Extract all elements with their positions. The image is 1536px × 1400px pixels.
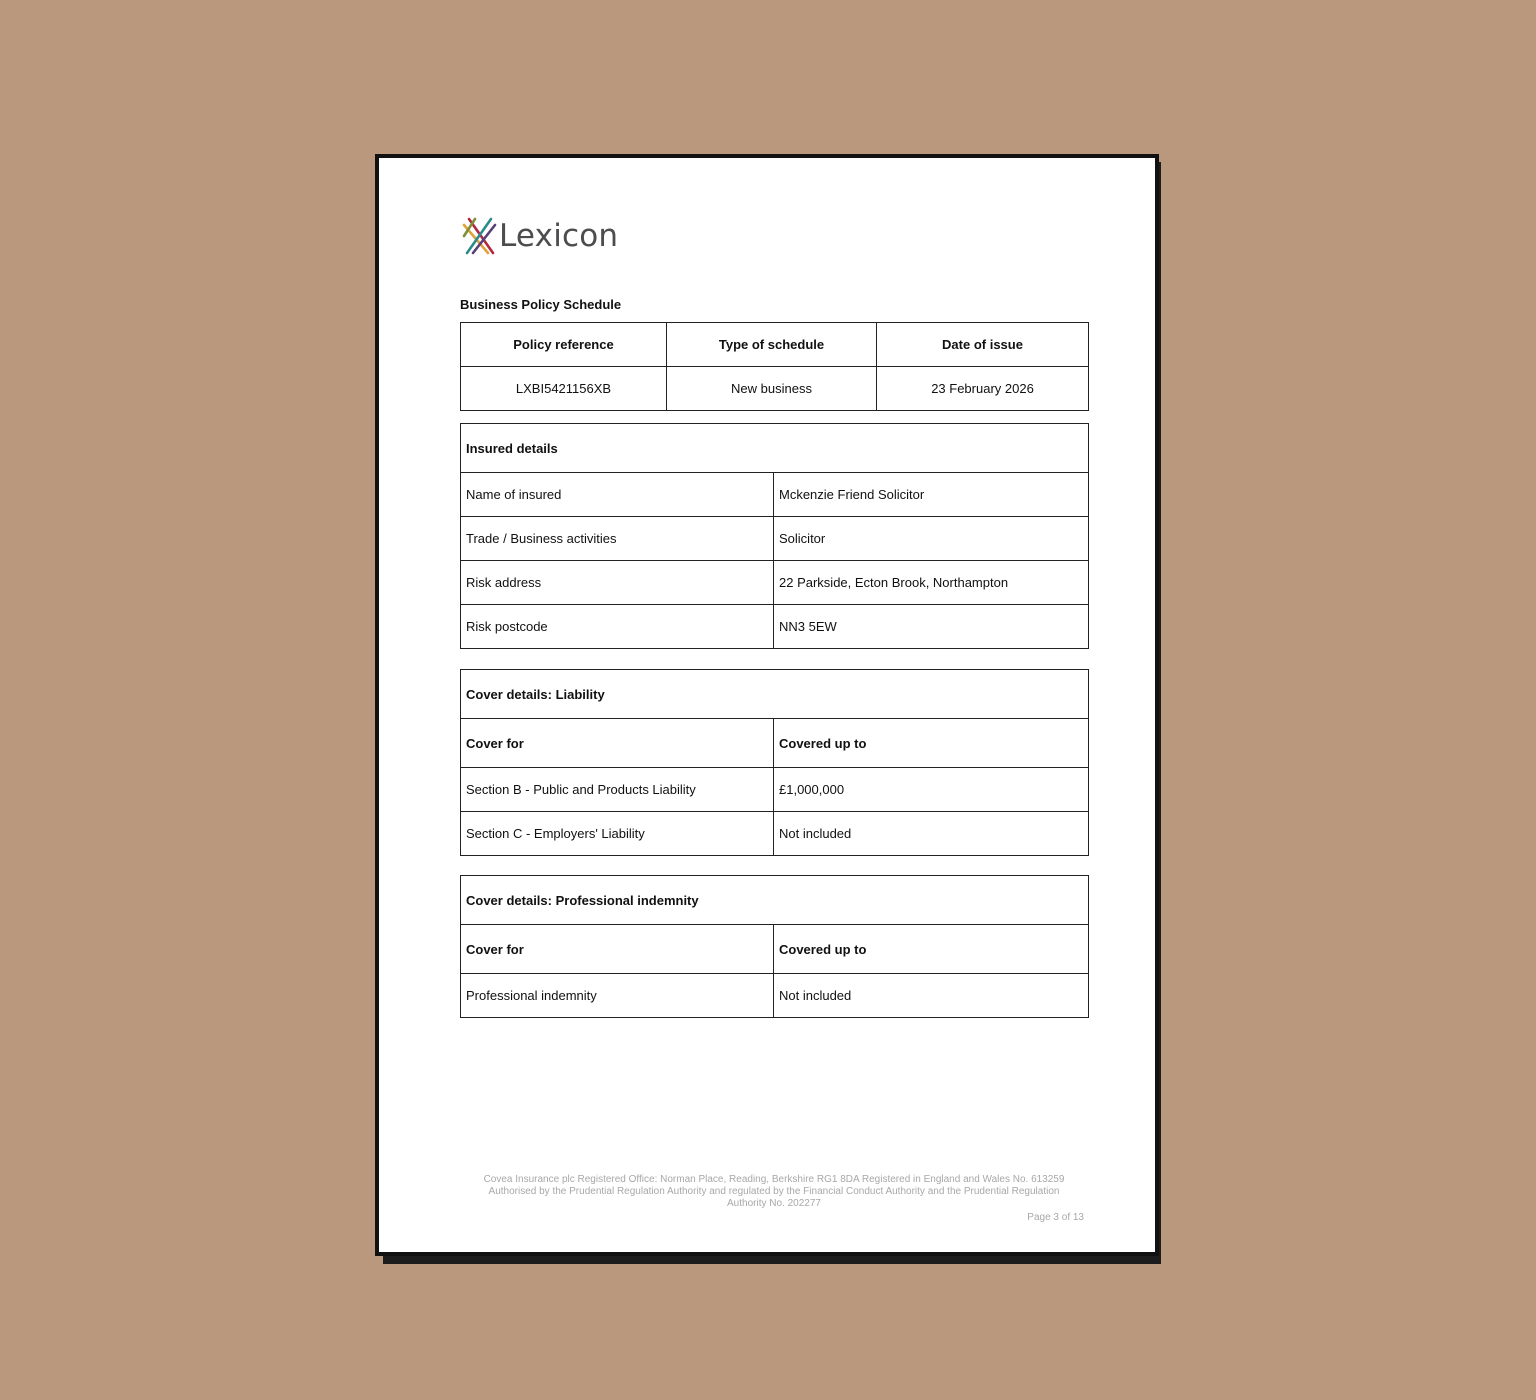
footer-line: Authorised by the Prudential Regulation Authority and regulated by the Financial Conduct Authority and the Prudential Regulation	[488, 1186, 1060, 1197]
row-label: Section B - Public and Products Liability	[461, 768, 774, 812]
brand-logo	[461, 216, 618, 256]
row-value: £1,000,000	[774, 768, 1089, 812]
footer-line: Covea Insurance plc Registered Office: Norman Place, Reading, Berkshire RG1 8DA Registered in England and Wales No. 613259	[483, 1174, 1065, 1185]
document-title: Business Policy Schedule	[460, 297, 622, 312]
lexicon-logo-icon	[461, 216, 497, 256]
row-value: Mckenzie Friend Solicitor	[774, 473, 1089, 517]
row-value: Solicitor	[774, 517, 1089, 561]
header-type-of-schedule: Type of schedule	[667, 323, 877, 367]
column-header-cover-for: Cover for	[461, 925, 774, 974]
table-row	[461, 517, 1089, 561]
date-of-issue-value: 23 February 2026	[877, 367, 1089, 411]
cover-indemnity-title: Cover details: Professional indemnity	[461, 876, 1089, 925]
row-value: 22 Parkside, Ecton Brook, Northampton	[774, 561, 1089, 605]
table-row	[461, 812, 1089, 856]
header-date-of-issue: Date of issue	[877, 323, 1089, 367]
row-value: Not included	[774, 974, 1089, 1018]
footer-legal-text	[461, 1174, 1087, 1210]
table-row	[461, 473, 1089, 517]
row-label: Risk address	[461, 561, 774, 605]
column-header-cover-for: Cover for	[461, 719, 774, 768]
row-value: Not included	[774, 812, 1089, 856]
policy-summary-table	[460, 322, 1089, 411]
schedule-type-value: New business	[667, 367, 877, 411]
row-label: Section C - Employers' Liability	[461, 812, 774, 856]
row-label: Professional indemnity	[461, 974, 774, 1018]
column-header-covered-up-to: Covered up to	[774, 719, 1089, 768]
table-row	[461, 768, 1089, 812]
row-label: Risk postcode	[461, 605, 774, 649]
header-policy-reference: Policy reference	[461, 323, 667, 367]
page-number: Page 3 of 13	[1027, 1212, 1084, 1223]
table-row	[461, 561, 1089, 605]
column-header-covered-up-to: Covered up to	[774, 925, 1089, 974]
row-value: NN3 5EW	[774, 605, 1089, 649]
cover-liability-table	[460, 669, 1089, 856]
insured-details-table	[460, 423, 1089, 649]
cover-indemnity-table	[460, 875, 1089, 1018]
footer-line: Authority No. 202277	[727, 1198, 821, 1209]
insured-details-title: Insured details	[461, 424, 1089, 473]
row-label: Name of insured	[461, 473, 774, 517]
policy-reference-value: LXBI5421156XB	[461, 367, 667, 411]
brand-name: Lexicon	[499, 218, 619, 254]
document-page	[375, 154, 1159, 1256]
table-row	[461, 605, 1089, 649]
row-label: Trade / Business activities	[461, 517, 774, 561]
table-row	[461, 974, 1089, 1018]
cover-liability-title: Cover details: Liability	[461, 670, 1089, 719]
